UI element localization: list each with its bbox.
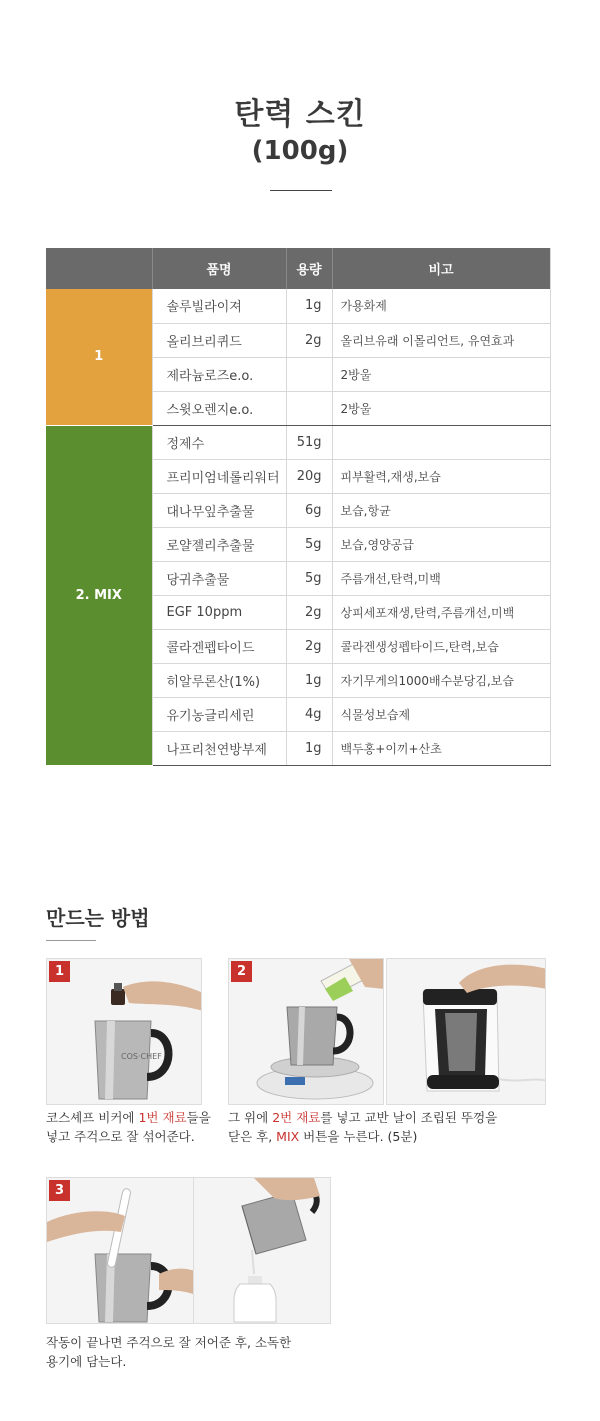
ingredient-amount: 20g	[286, 459, 332, 493]
caption-highlight: 1번 재료	[138, 1110, 187, 1125]
table-header-row	[46, 248, 550, 289]
caption-text: 코스셰프 비커에	[46, 1110, 139, 1125]
ingredient-amount: 2g	[286, 323, 332, 357]
step-number-badge: 2	[231, 961, 252, 982]
method-divider	[46, 940, 96, 941]
caption-text: 작동이 끝나면 주걱으로 잘 저어준 후, 소독한	[46, 1335, 292, 1350]
step-1-caption	[46, 1108, 211, 1146]
ingredient-name: 콜라겐펩타이드	[152, 629, 286, 663]
ingredient-note: 자기무게의1000배수분당김,보습	[332, 663, 550, 697]
header-amount: 용량	[286, 248, 332, 289]
page-title: 탄력 스킨	[234, 97, 366, 132]
step-number-badge: 1	[49, 961, 70, 982]
ingredient-amount: 2g	[286, 629, 332, 663]
ingredient-amount	[286, 391, 332, 425]
step-2-photo-b	[386, 958, 546, 1105]
step-2-photo-a	[228, 958, 384, 1105]
ingredient-note: 백두홍+이끼+산초	[332, 731, 550, 765]
ingredient-note: 콜라겐생성펩타이드,탄력,보습	[332, 629, 550, 663]
caption-text: 들을	[186, 1110, 211, 1125]
ingredient-note: 주름개선,탄력,미백	[332, 561, 550, 595]
ingredient-name: 솔루빌라이져	[152, 289, 286, 323]
ingredient-amount: 2g	[286, 595, 332, 629]
ingredient-amount: 5g	[286, 527, 332, 561]
ingredient-name: 나프리천연방부제	[152, 731, 286, 765]
ingredient-name: 제라늄로즈e.o.	[152, 357, 286, 391]
group-label: 1	[46, 289, 152, 425]
ingredient-note: 2방울	[332, 357, 550, 391]
recipe-table	[46, 248, 551, 766]
scale-beaker-illustration	[229, 959, 384, 1105]
step-1-photo	[46, 958, 202, 1105]
caption-text: 넣고 주걱으로 잘 섞어준다.	[46, 1129, 195, 1144]
step-3-photo-a	[46, 1177, 202, 1324]
ingredient-amount: 1g	[286, 731, 332, 765]
table-row	[46, 425, 550, 459]
caption-highlight: 2번 재료	[272, 1110, 321, 1125]
caption-text: 용기에 담는다.	[46, 1354, 127, 1369]
caption-text: 그 위에	[228, 1110, 273, 1125]
ingredient-note: 상피세포재생,탄력,주름개선,미백	[332, 595, 550, 629]
stirring-illustration	[47, 1178, 202, 1324]
ingredient-amount: 1g	[286, 289, 332, 323]
step-3-photo-b	[193, 1177, 331, 1324]
table-row	[46, 289, 550, 323]
step-number-badge: 3	[49, 1180, 70, 1201]
group-label: 2. MIX	[46, 425, 152, 765]
page-subtitle: (100g)	[251, 136, 349, 166]
ingredient-name: 대나무잎추출물	[152, 493, 286, 527]
ingredient-amount: 6g	[286, 493, 332, 527]
blender-machine-illustration	[387, 959, 546, 1105]
ingredient-note: 보습,항균	[332, 493, 550, 527]
header-note: 비고	[332, 248, 550, 289]
ingredient-name: 로얄젤리추출물	[152, 527, 286, 561]
header-group	[46, 248, 152, 289]
header-name: 품명	[152, 248, 286, 289]
ingredient-name: 유기농글리세린	[152, 697, 286, 731]
ingredient-amount: 5g	[286, 561, 332, 595]
method-title: 만드는 방법	[46, 906, 150, 930]
caption-text: 를 넣고 교반 날이 조립된 뚜껑을	[320, 1110, 498, 1125]
ingredient-amount	[286, 357, 332, 391]
step-3-caption	[46, 1333, 291, 1371]
ingredient-name: 히알루론산(1%)	[152, 663, 286, 697]
caption-text: 닫은 후,	[228, 1129, 277, 1144]
ingredient-note: 올리브유래 이몰리언트, 유연효과	[332, 323, 550, 357]
ingredient-note: 피부활력,재생,보습	[332, 459, 550, 493]
caption-text: 버튼을 누른다. (5분)	[299, 1129, 418, 1144]
ingredient-name: 올리브리퀴드	[152, 323, 286, 357]
ingredient-note: 가용화제	[332, 289, 550, 323]
step-2-caption	[228, 1108, 497, 1146]
ingredient-note: 보습,영양공급	[332, 527, 550, 561]
ingredient-note: 식물성보습제	[332, 697, 550, 731]
title-divider	[270, 190, 332, 191]
ingredient-name: 정제수	[152, 425, 286, 459]
ingredient-note	[332, 425, 550, 459]
ingredient-name: EGF 10ppm	[152, 595, 286, 629]
ingredient-name: 당귀추출물	[152, 561, 286, 595]
pouring-into-bottle-illustration	[194, 1178, 331, 1324]
ingredient-amount: 51g	[286, 425, 332, 459]
beaker-brand-label: COS·CHEF	[121, 1052, 162, 1061]
beaker-pouring-illustration	[47, 959, 202, 1105]
ingredient-note: 2방울	[332, 391, 550, 425]
caption-highlight: MIX	[276, 1129, 300, 1144]
ingredient-name: 스윗오렌지e.o.	[152, 391, 286, 425]
title-block	[0, 96, 600, 168]
ingredient-name: 프리미엄네롤리워터	[152, 459, 286, 493]
ingredient-amount: 4g	[286, 697, 332, 731]
ingredient-amount: 1g	[286, 663, 332, 697]
